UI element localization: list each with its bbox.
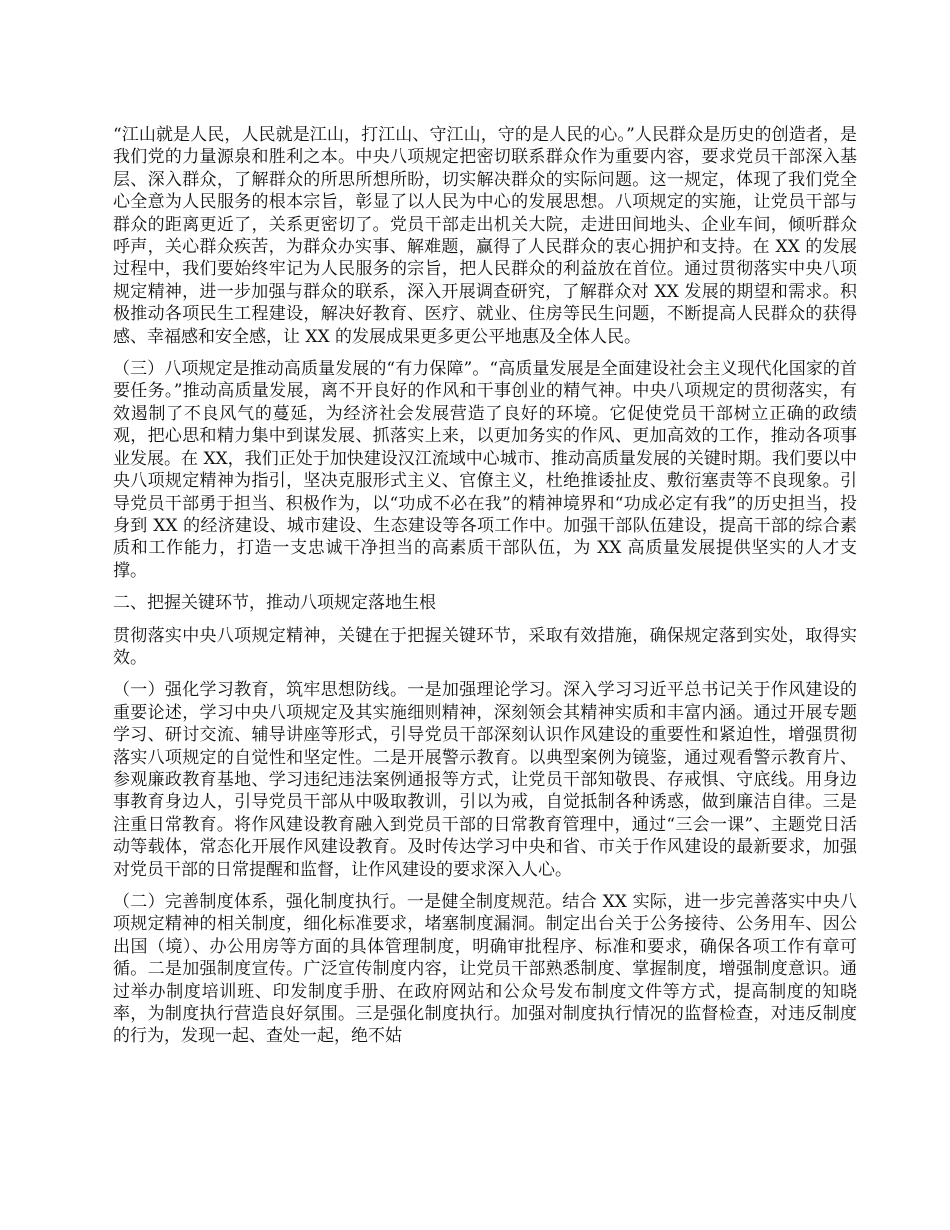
paragraph-mass-line: “江山就是人民，人民就是江山，打江山、守江山，守的是人民的心。”人民群众是历史的创造者，是我们党的力量源泉和胜利之本。中央八项规定把密切联系群众作为重要内容，要求党员干部深入基层、深入群众，了解群众的所思所想所盼，切实解决群众的实际问题。这一规定，体现了我们党全心全意为人民服务的根本宗旨，彰显了以人民为中心的发展思想。八项规定的实施，让党员干部与群众的距离更近了，关系更密切了。党员干部走出机关大院，走进田间地头、企业车间，倾听群众呼声，关心群众疾苦，为群众办实事、解难题，赢得了人民群众的衷心拥护和支持。在 XX 的发展过程中，我们要始终牢记为人民服务的宗旨，把人民群众的利益放在首位。通过贯彻落实中央八项规定精神，进一步加强与群众的联系，深入开展调查研究，了解群众对 XX 发展的期望和需求。积极推动各项民生工程建设，解决好教育、医疗、就业、住房等民生问题，不断提高人民群众的获得感、幸福感和安全感，让 XX 的发展成果更多更公平地惠及全体人民。 (113, 125, 857, 347)
paragraph-study-education: （一）强化学习教育，筑牢思想防线。一是加强理论学习。深入学习习近平总书记关于作风建设的重要论述，学习中央八项规定及其实施细则精神，深刻领会其精神实质和丰富内涵。通过开展专题学习、研讨交流、辅导讲座等形式，引导党员干部深刻认识作风建设的重要性和紧迫性，增强贯彻落实八项规定的自觉性和坚定性。二是开展警示教育。以典型案例为镜鉴，通过观看警示教育片、参观廉政教育基地、学习违纪违法案例通报等方式，让党员干部知敬畏、存戒惧、守底线。用身边事教育身边人，引导党员干部从中吸取教训，引以为戒，自觉抵制各种诱惑，做到廉洁自律。三是注重日常教育。将作风建设教育融入到党员干部的日常教育管理中，通过“三会一课”、主题党日活动等载体，常态化开展作风建设教育。及时传达学习中央和省、市关于作风建设的最新要求，加强对党员干部的日常提醒和监督，让作风建设的要求深入人心。 (113, 680, 857, 880)
document-page (113, 124, 857, 1058)
paragraph-high-quality-development: （三）八项规定是推动高质量发展的“有力保障”。“高质量发展是全面建设社会主义现代化国家的首要任务。”推动高质量发展，离不开良好的作风和干事创业的精气神。中央八项规定的贯彻落实，有效遏制了不良风气的蔓延，为经济社会发展营造了良好的环境。它促使党员干部树立正确的政绩观，把心思和精力集中到谋发展、抓落实上来，以更加务实的作风、更加高效的工作，推动各项事业发展。在 XX，我们正处于加快建设汉江流域中心城市、推动高质量发展的关键时期。我们要以中央八项规定精神为指引，坚决克服形式主义、官僚主义，杜绝推诿扯皮、敷衍塞责等不良现象。引导党员干部勇于担当、积极作为，以“功成不必在我”的精神境界和“功成必定有我”的历史担当，投身到 XX 的经济建设、城市建设、生态建设等各项工作中。加强干部队伍建设，提高干部的综合素质和工作能力，打造一支忠诚干净担当的高素质干部队伍，为 XX 高质量发展提供坚实的人才支撑。 (113, 359, 857, 581)
paragraph-section-intro: 贯彻落实中央八项规定精神，关键在于把握关键环节，采取有效措施，确保规定落到实处，取得实效。 (113, 625, 857, 668)
paragraph-institution-system: （二）完善制度体系，强化制度执行。一是健全制度规范。结合 XX 实际，进一步完善落实中央八项规定精神的相关制度，细化标准要求，堵塞制度漏洞。制定出台关于公务接待、公务用车、因公出国（境）、办公用房等方面的具体管理制度，明确审批程序、标准和要求，确保各项工作有章可循。二是加强制度宣传。广泛宣传制度内容，让党员干部熟悉制度、掌握制度，增强制度意识。通过举办制度培训班、印发制度手册、在政府网站和公众号发布制度文件等方式，提高制度的知晓率，为制度执行营造良好氛围。三是强化制度执行。加强对制度执行情况的监督检查，对违反制度的行为，发现一起、查处一起，绝不姑 (113, 892, 857, 1047)
section-heading: 二、把握关键环节，推动八项规定落地生根 (113, 593, 436, 614)
